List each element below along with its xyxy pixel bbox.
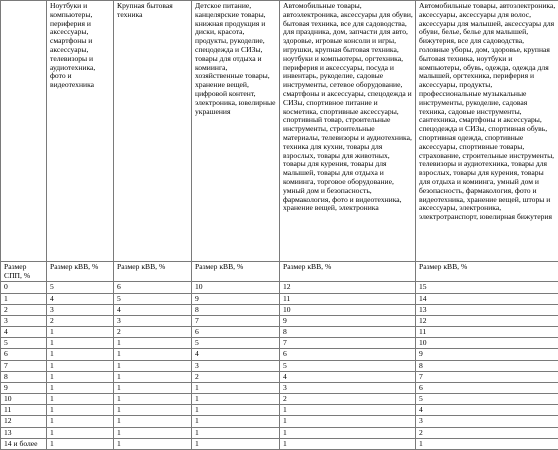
table-row: [1, 327, 558, 338]
kvv-value-cell: 11: [280, 293, 416, 304]
header-cell-auto-goods-group: Автомобильные товары, автоэлектроника, аксессуары для обуви, бытовая техника, все для садоводства, для праздника, дом, запчасти для авто, здоровье, игровые консоли и игры, игрушки, крупная бытовая техника, ноутбуки и компьютеры, оргтехника, периферия и аксессуары, посуда и инвентарь, рукоделие, садовые инструменты, сетевое оборудование, смартфоны и аксессуары, спецодежда и СИЗы, спортивное питание и косметика, спортивные аксессуары, спортивный товар, строительные инструменты, строительные материалы, телевизоры и аудиотехника, техника для кухни, товары для взрослых, товары для животных, товары для курения, товары для малышей, товары для отдыха и комиинга, торговое оборудование, умный дом и безопасность, фармакология, фото и видеотехника, хранение вещей, электроника: [280, 1, 416, 262]
kvv-value-cell: 10: [192, 282, 280, 293]
kvv-value-cell: 3: [280, 382, 416, 393]
spp-value-cell: 13: [1, 427, 47, 438]
table-row: [1, 349, 558, 360]
kvv-value-cell: 1: [280, 427, 416, 438]
table-row: [1, 304, 558, 315]
kvv-value-cell: 1: [114, 405, 192, 416]
kvv-value-cell: 10: [416, 338, 558, 349]
kvv-value-cell: 2: [47, 315, 114, 326]
kvv-value-cell: 13: [416, 304, 558, 315]
kvv-value-cell: 4: [114, 304, 192, 315]
kvv-value-cell: 7: [280, 338, 416, 349]
kvv-value-cell: 2: [192, 371, 280, 382]
kvv-value-cell: 1: [280, 405, 416, 416]
header-cell-baby-food-group: Детское питание, канцелярские товары, книжная продукция и диски, красота, продукты, рукоделие, спецодежда и СИЗы, товары для отдыха и комиинга, хозяйственные товары, хранение вещей, цифровой контент, электроника, ювелирные украшения: [192, 1, 280, 262]
kvv-value-cell: 1: [192, 405, 280, 416]
kvv-value-cell: 1: [114, 438, 192, 449]
kvv-value-cell: 1: [47, 338, 114, 349]
subheader-kvv: Размер кВВ, %: [114, 262, 192, 282]
kvv-value-cell: 4: [416, 405, 558, 416]
kvv-value-cell: 1: [192, 416, 280, 427]
kvv-value-cell: 1: [280, 438, 416, 449]
kvv-value-cell: 1: [47, 349, 114, 360]
kvv-value-cell: 5: [47, 282, 114, 293]
table-row: [1, 315, 558, 326]
kvv-value-cell: 4: [192, 349, 280, 360]
table-row: [1, 338, 558, 349]
spp-value-cell: 14 и более: [1, 438, 47, 449]
table-row: [1, 371, 558, 382]
header-cell-empty: [1, 1, 47, 262]
kvv-value-cell: 1: [114, 427, 192, 438]
spp-value-cell: 5: [1, 338, 47, 349]
kvv-value-cell: 12: [280, 282, 416, 293]
kvv-value-cell: 1: [192, 438, 280, 449]
table-row: [1, 293, 558, 304]
kvv-value-cell: 1: [114, 349, 192, 360]
spp-value-cell: 2: [1, 304, 47, 315]
kvv-value-cell: 3: [192, 360, 280, 371]
spp-value-cell: 3: [1, 315, 47, 326]
kvv-value-cell: 6: [416, 382, 558, 393]
table-row: [1, 394, 558, 405]
subheader-kvv: Размер кВВ, %: [47, 262, 114, 282]
table-row: [1, 282, 558, 293]
table-row: [1, 427, 558, 438]
kvv-value-cell: 11: [416, 327, 558, 338]
kvv-value-cell: 1: [47, 394, 114, 405]
header-cell-large-appliances: Крупная бытовая техника: [114, 1, 192, 262]
table-row: [1, 405, 558, 416]
spp-value-cell: 0: [1, 282, 47, 293]
spp-value-cell: 8: [1, 371, 47, 382]
kvv-value-cell: 8: [416, 360, 558, 371]
kvv-value-cell: 7: [192, 315, 280, 326]
kvv-value-cell: 1: [114, 338, 192, 349]
header-row: [1, 1, 558, 262]
kvv-value-cell: 3: [416, 416, 558, 427]
kvv-value-cell: 1: [114, 394, 192, 405]
subheader-spp: Размер СПП, %: [1, 262, 47, 282]
spp-value-cell: 1: [1, 293, 47, 304]
spp-value-cell: 12: [1, 416, 47, 427]
subheader-kvv: Размер кВВ, %: [416, 262, 558, 282]
table-row: [1, 382, 558, 393]
kvv-value-cell: 10: [280, 304, 416, 315]
kvv-value-cell: 15: [416, 282, 558, 293]
header-cell-auto-accessories-group: Автомобильные товары, автоэлектроника, аксессуары, аксессуары для волос, аксессуары для малышей, аксессуары для обуви, белье, белье для малышей, бижутерия, все для садоводства, головные уборы, дом, здоровье, крупная бытовая техника, ноутбуки и компьютеры, обувь, одежда, одежда для малышей, оргтехника, периферия и аксессуары, продукты, профессиональные музыкальные инструменты, рукоделие, садовая техника, садовые инструменты, сантехника, смартфоны и аксессуары, спецодежда и СИЗы, спортивная обувь, спортивная одежда, спортивные аксессуары, спортивные товары, страхование, строительные инструменты, телевизоры и аудиотехника, товары для взрослых, товары для курения, товары для отдыха и комиинга, умный дом и безопасность, фармакология, фото и видеотехника, хранение вещей, шторы и аксессуары, электроника, электротранспорт, ювелирная бижутерия: [416, 1, 558, 262]
kvv-value-cell: 1: [192, 427, 280, 438]
kvv-value-cell: 6: [192, 327, 280, 338]
kvv-value-cell: 4: [47, 293, 114, 304]
kvv-value-cell: 5: [416, 394, 558, 405]
kvv-value-cell: 1: [280, 416, 416, 427]
kvv-value-cell: 1: [47, 405, 114, 416]
kvv-value-cell: 5: [280, 360, 416, 371]
kvv-value-cell: 1: [114, 360, 192, 371]
kvv-value-cell: 3: [47, 304, 114, 315]
table-row: [1, 438, 558, 449]
kvv-value-cell: 1: [114, 382, 192, 393]
kvv-value-cell: 1: [47, 438, 114, 449]
kvv-value-cell: 7: [416, 371, 558, 382]
kvv-value-cell: 9: [416, 349, 558, 360]
kvv-value-cell: 1: [47, 427, 114, 438]
spp-value-cell: 7: [1, 360, 47, 371]
kvv-value-cell: 2: [416, 427, 558, 438]
subheader-kvv: Размер кВВ, %: [192, 262, 280, 282]
kvv-value-cell: 9: [280, 315, 416, 326]
kvv-value-cell: 6: [280, 349, 416, 360]
kvv-value-cell: 1: [47, 360, 114, 371]
kvv-value-cell: 9: [192, 293, 280, 304]
subheader-row: [1, 262, 558, 282]
kvv-value-cell: 4: [280, 371, 416, 382]
kvv-value-cell: 14: [416, 293, 558, 304]
subheader-kvv: Размер кВВ, %: [280, 262, 416, 282]
spp-value-cell: 4: [1, 327, 47, 338]
table-row: [1, 360, 558, 371]
kvv-value-cell: 1: [192, 394, 280, 405]
spp-value-cell: 9: [1, 382, 47, 393]
kvv-value-cell: 1: [47, 327, 114, 338]
kvv-value-cell: 1: [114, 416, 192, 427]
spp-value-cell: 10: [1, 394, 47, 405]
kvv-value-cell: 6: [114, 282, 192, 293]
kvv-value-cell: 8: [192, 304, 280, 315]
kvv-value-cell: 1: [114, 371, 192, 382]
kvv-value-cell: 1: [192, 382, 280, 393]
kvv-value-cell: 1: [47, 382, 114, 393]
header-cell-electronics: Ноутбуки и компьютеры, периферия и аксессуары, смартфоны и аксессуары, телевизоры и аудиотехника, фото и видеотехника: [47, 1, 114, 262]
kvv-value-cell: 3: [114, 315, 192, 326]
kvv-value-cell: 1: [416, 438, 558, 449]
spp-value-cell: 6: [1, 349, 47, 360]
kvv-value-cell: 5: [114, 293, 192, 304]
table-row: [1, 416, 558, 427]
kvv-value-cell: 12: [416, 315, 558, 326]
spp-value-cell: 11: [1, 405, 47, 416]
kvv-value-cell: 2: [280, 394, 416, 405]
kvv-value-cell: 1: [47, 371, 114, 382]
kvv-value-cell: 5: [192, 338, 280, 349]
kvv-value-cell: 2: [114, 327, 192, 338]
kvv-value-cell: 1: [47, 416, 114, 427]
kvv-value-cell: 8: [280, 327, 416, 338]
